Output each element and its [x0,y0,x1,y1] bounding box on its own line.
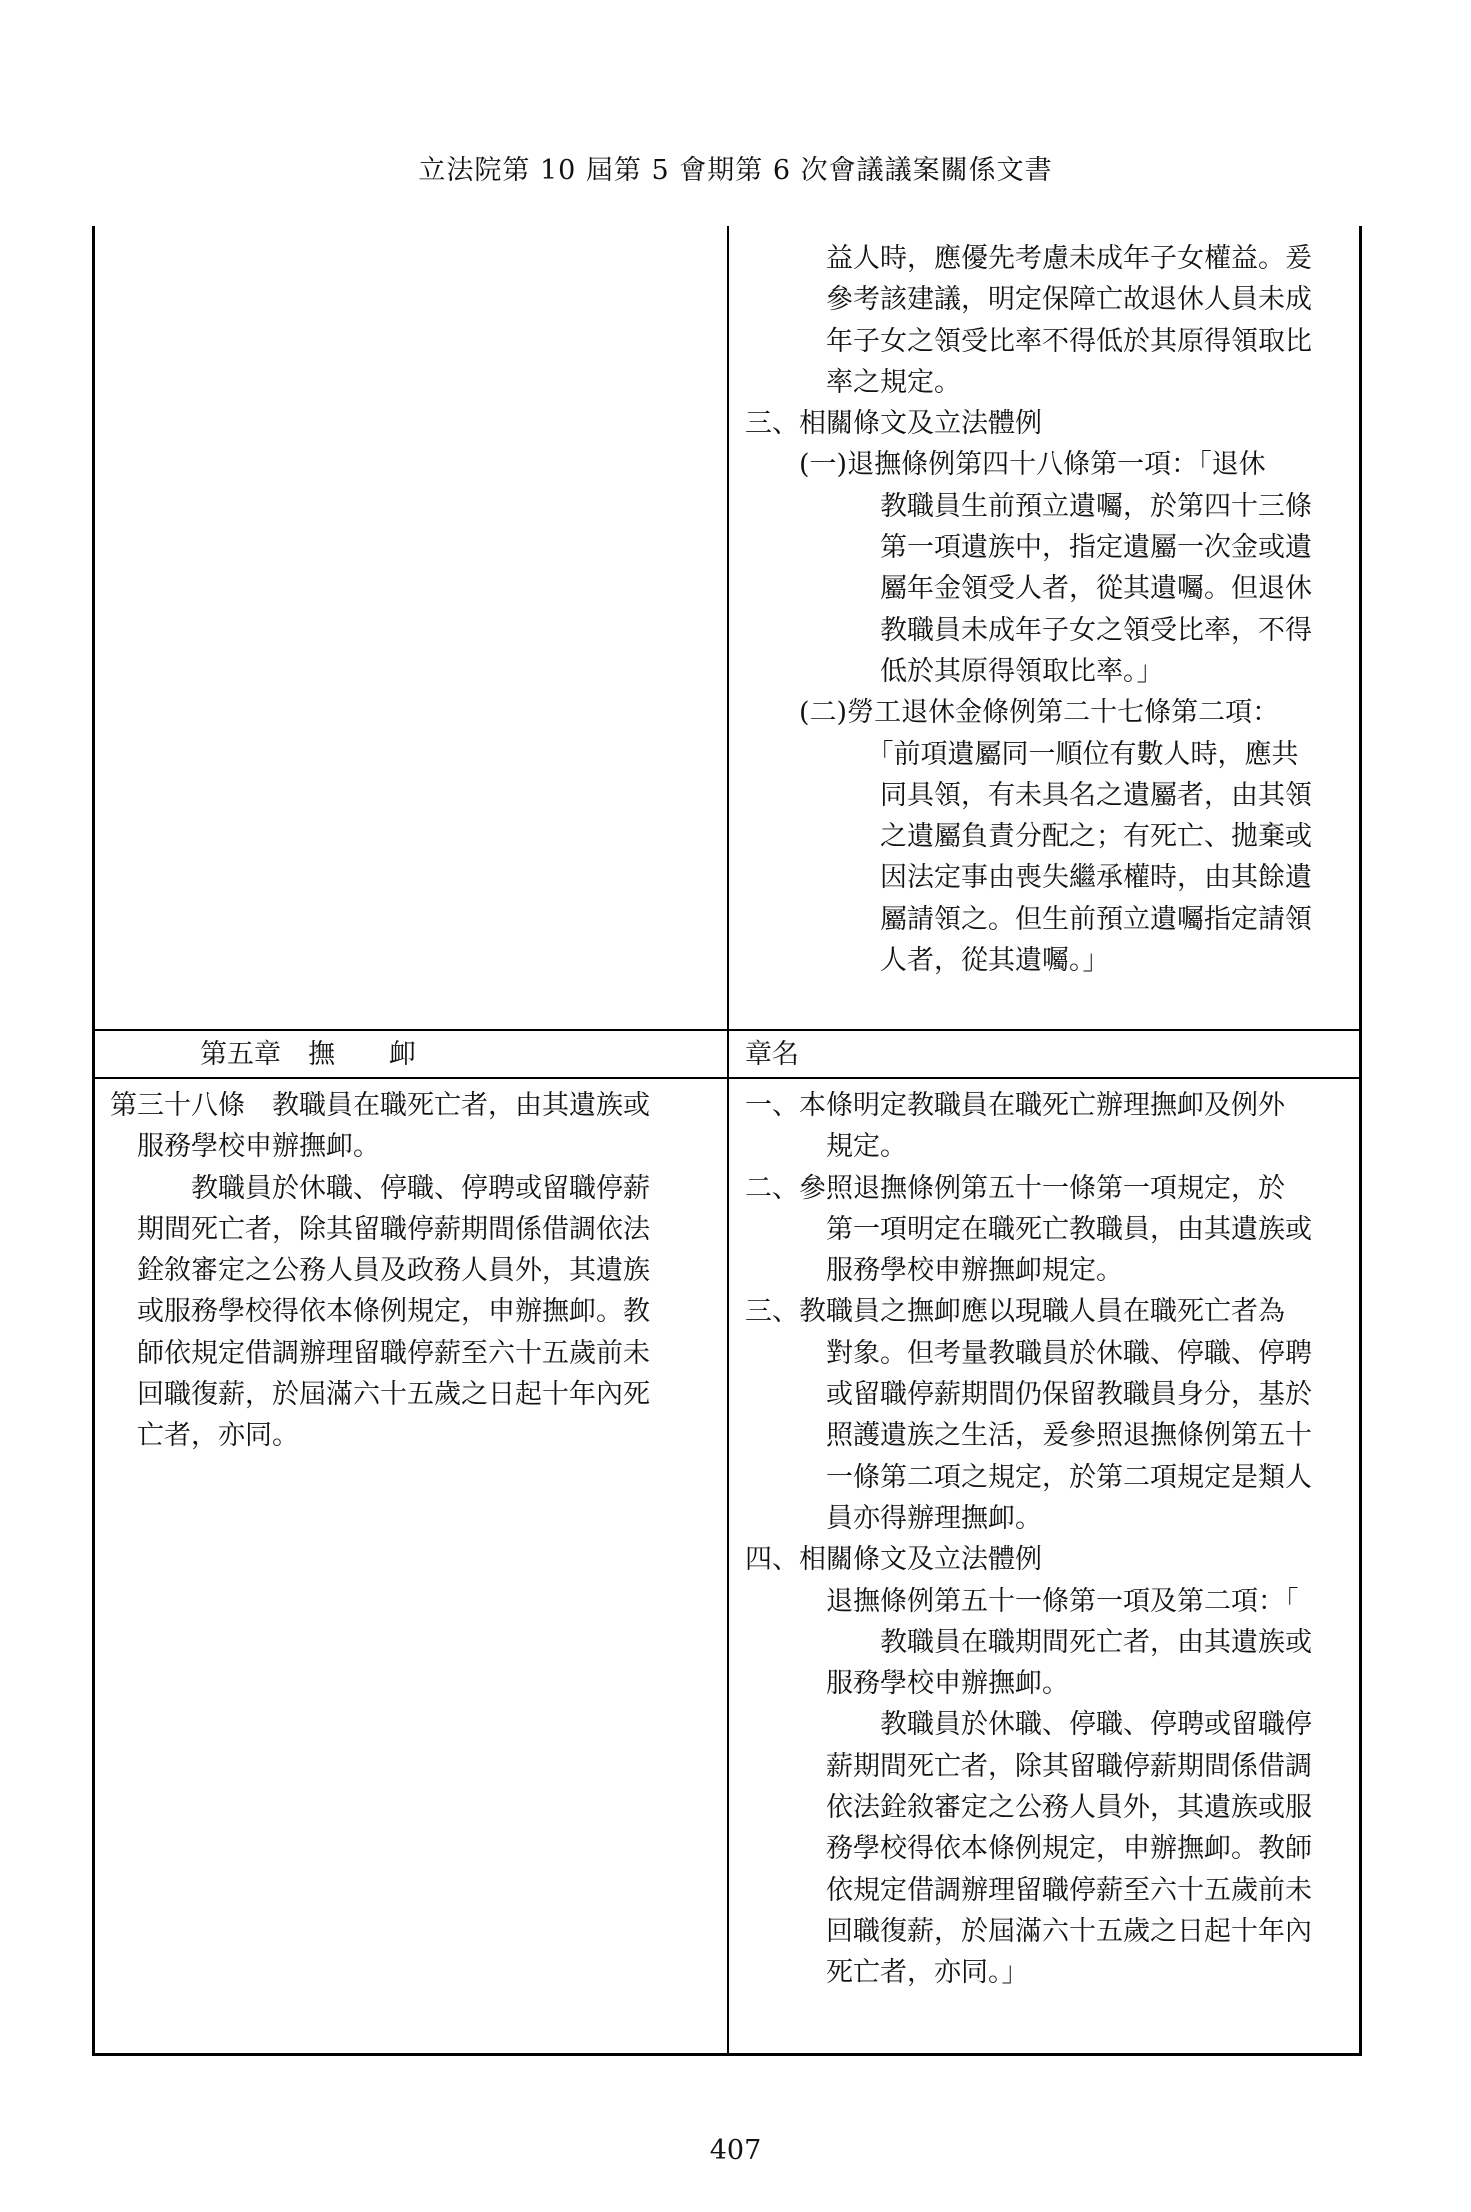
text-line: 回職復薪，於屆滿六十五歲之日起十年內死 [110,1379,650,1411]
text-line: 人者，從其遺囑。」 [745,945,1110,977]
article-38-explanation [745,1085,1345,1994]
text-line: 服務學校申辦撫卹規定。 [745,1255,1123,1287]
text-line: 員亦得辦理撫卹。 [745,1502,1042,1534]
text-line: 第一項遺族中，指定遺屬一次金或遺 [745,532,1312,564]
text-line: 第三十八條 教職員在職死亡者，由其遺族或 [110,1090,650,1121]
page-number: 407 [709,2135,762,2166]
text-line: 教職員在職期間死亡者，由其遺族或 [745,1626,1312,1658]
text-line: 三、教職員之撫卹應以現職人員在職死亡者為 [745,1296,1285,1328]
text-line: 教職員未成年子女之領受比率，不得 [745,614,1312,646]
text-line: 教職員於休職、停職、停聘或留職停薪 [110,1172,650,1204]
chapter-heading-left [200,1034,600,1075]
text-line: 三、相關條文及立法體例 [745,408,1042,440]
text-line: 低於其原得領取比率。」 [745,655,1164,687]
text-line: 死亡者，亦同。」 [745,1957,1029,1989]
text-line: 教職員於休職、停職、停聘或留職停 [745,1709,1312,1741]
chapter-note: 章名 [745,1039,799,1070]
text-line: (二)勞工退休金條例第二十七條第二項： [745,697,1280,729]
text-line: 教職員生前預立遺囑，於第四十三條 [745,490,1312,522]
text-line: 薪期間死亡者，除其留職停薪期間係借調 [745,1750,1312,1782]
article-38-text [110,1085,710,1457]
page-header-title: 立法院第 10 屆第 5 會期第 6 次會議議案關係文書 [418,155,1053,186]
text-line: 或服務學校得依本條例規定，申辦撫卹。教 [110,1296,650,1328]
text-line: 因法定事由喪失繼承權時，由其餘遺 [745,862,1312,894]
text-line: 「前項遺屬同一順位有數人時，應共 [745,738,1299,770]
text-line: 服務學校申辦撫卹。 [110,1131,380,1163]
text-line: 屬請領之。但生前預立遺囑指定請領 [745,903,1312,935]
text-line: 回職復薪，於屆滿六十五歲之日起十年內 [745,1915,1312,1947]
text-line: 銓敘審定之公務人員及政務人員外，其遺族 [110,1255,650,1287]
text-line: 同具領，有未具名之遺屬者，由其領 [745,779,1312,811]
text-line: 一條第二項之規定，於第二項規定是類人 [745,1461,1312,1493]
text-line: 一、本條明定教職員在職死亡辦理撫卹及例外 [745,1090,1285,1121]
chapter-title: 第五章 撫 卹 [200,1039,416,1070]
text-line: 依法銓敘審定之公務人員外，其遺族或服 [745,1792,1312,1824]
text-line: 率之規定。 [745,366,961,398]
text-line: 服務學校申辦撫卹。 [745,1668,1069,1700]
text-line: 照護遺族之生活，爰參照退撫條例第五十 [745,1420,1312,1452]
text-line: 年子女之領受比率不得低於其原得領取比 [745,325,1312,357]
text-line: 二、參照退撫條例第五十一條第一項規定，於 [745,1172,1285,1204]
text-line: 益人時，應優先考慮未成年子女權益。爰 [745,243,1312,274]
text-line: 務學校得依本條例規定，申辦撫卹。教師 [745,1833,1312,1865]
text-line: 之遺屬負責分配之；有死亡、拋棄或 [745,821,1312,853]
text-line: 規定。 [745,1131,907,1163]
text-line: (一)退撫條例第四十八條第一項：「退休 [745,449,1266,481]
row-divider-chapter-top [92,1029,1362,1031]
text-line: 第一項明定在職死亡教職員，由其遺族或 [745,1213,1312,1245]
column-divider [727,226,729,2056]
text-line: 依規定借調辦理留職停薪至六十五歲前未 [745,1874,1312,1906]
text-line: 師依規定借調辦理留職停薪至六十五歲前未 [110,1337,650,1369]
chapter-heading-right [745,1034,1245,1075]
text-line: 或留職停薪期間仍保留教職員身分，基於 [745,1379,1312,1411]
text-line: 對象。但考量教職員於休職、停職、停聘 [745,1337,1312,1369]
row-divider-chapter-bottom [92,1077,1362,1079]
text-line: 四、相關條文及立法體例 [745,1544,1042,1576]
text-line: 期間死亡者，除其留職停薪期間係借調依法 [110,1213,650,1245]
text-line: 屬年金領受人者，從其遺囑。但退休 [745,573,1312,605]
previous-explanation-continued [745,238,1345,981]
text-line: 亡者，亦同。 [110,1420,299,1452]
text-line: 參考該建議，明定保障亡故退休人員未成 [745,284,1312,316]
text-line: 退撫條例第五十一條第一項及第二項：「 [745,1585,1299,1617]
